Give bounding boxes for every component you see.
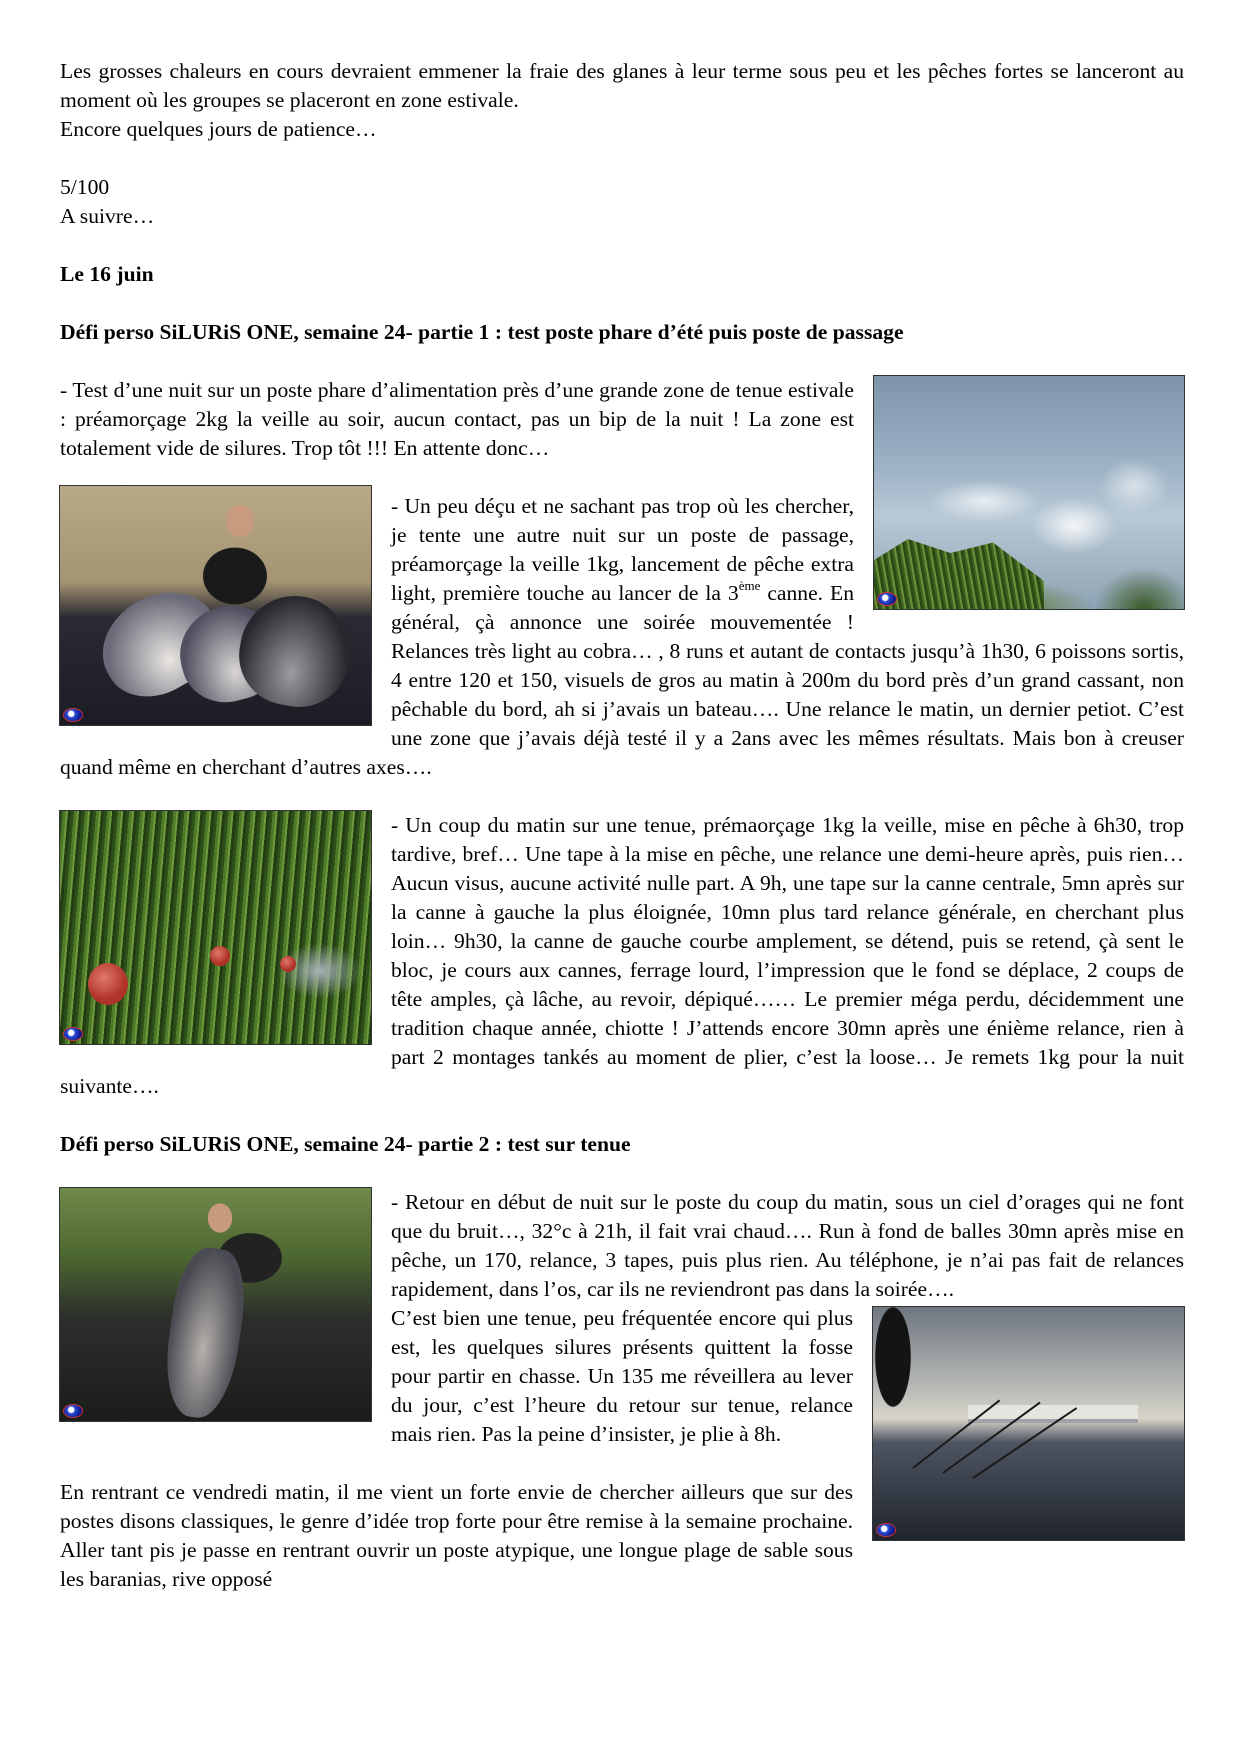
paragraph-passage-text-b: canne. En général, çà annonce une soirée mouvementée ! Relances très light au cobra… , 8 runs et autant de contacts jusqu’à 1h30, 6 poissons sortis, 4 entre 120 et 150, visuels de gros au matin à 200m du bord près d’un grand cassant, non pêchable du bord, ah si j’avais un bateau…. Une relance le matin, un dernier petiot. C’est une zone que j’avais déjà testé il y a 2ans avec les mêmes résultats. Mais bon à creuser quand même en cherchant d’autres axes…. <box>60 581 1184 779</box>
intro-paragraph: Les grosses chaleurs en cours devraient emmener la fraie des glanes à leur terme sous peu et les pêches fortes se lanceront au moment où les groupes se placeront en zone estivale. <box>60 59 1184 112</box>
lake-photo <box>874 376 1184 609</box>
sunset-rods-photo <box>873 1307 1184 1540</box>
angler-catfish-photo <box>60 486 371 725</box>
watermark-logo-icon <box>63 708 83 722</box>
paragraph-holding-area: C’est bien une tenue, peu fréquentée encore qui plus est, les quelques silures présents quittent la fosse pour partir en chasse. Un 135 me réveillera au lever du jour, c’est l’heure du retour sur tenue, relance mais rien. Pas la peine d’insister, je plie à 8h. <box>391 1306 853 1446</box>
grass-rods-photo <box>60 811 371 1044</box>
section-1-title: Défi perso SiLURiS ONE, semaine 24- partie 1 : test poste phare d’été puis poste de passage <box>60 320 904 344</box>
paragraph-passage-text-a: - Un peu déçu et ne sachant pas trop où les chercher, je tente une autre nuit sur un poste de passage, préamorçage la veille 1kg, lancement de pêche extra light, première touche au lancer de la 3 <box>391 494 854 605</box>
paragraph-test-night: - Test d’une nuit sur un poste phare d’alimentation près d’une grande zone de tenue estivale : préamorçage 2kg la veille au soir, aucun contact, pas un bip de la nuit ! La zone est totalement vide de silures. Trop tôt !!! En attente donc… <box>60 378 854 460</box>
watermark-logo-icon <box>63 1404 83 1418</box>
to-follow-text: A suivre… <box>60 204 155 228</box>
intro-patience: Encore quelques jours de patience… <box>60 117 377 141</box>
paragraph-friday-morning: En rentrant ce vendredi matin, il me vient un forte envie de chercher ailleurs que sur des postes disons classiques, le genre d’idée trop forte pour être remise à la semaine prochaine. Aller tant pis je passe en rentrant ouvrir un poste atypique, une longue plage de sable sous les baranias, rive opposé <box>60 1480 853 1591</box>
watermark-logo-icon <box>877 592 897 606</box>
paragraph-morning-session: - Un coup du matin sur une tenue, prémaorçage 1kg la veille, mise en pêche à 6h30, trop tardive, bref… Une tape à la mise en pêche, une relance une demi-heure après, puis rien… Aucun visus, aucune activité nulle part. A 9h, une tape sur la canne centrale, 5mn après sur la canne à gauche la plus éloignée, 10mn plus tard relance générale, en cherchant plus loin… 9h30, la canne de gauche courbe amplement, se détend, puis se retend, çà sent le bloc, je cours aux cannes, ferrage lourd, l’impression que le fond se déplace, 2 coups de tête amples, çà lâche, au revoir, dépiqué…… Le premier méga perdu, décidemment une tradition chaque année, chiotte ! J’attends encore 30mn après une énième relance, rien à part 2 montages tankés au moment de plier, c’est la loose… Je remets 1kg pour la nuit suivante…. <box>60 813 1184 1098</box>
superscript-eme: ème <box>738 578 761 593</box>
watermark-logo-icon <box>876 1523 896 1537</box>
score-text: 5/100 <box>60 175 110 199</box>
watermark-logo-icon <box>63 1027 83 1041</box>
entry-date: Le 16 juin <box>60 262 154 286</box>
angler-catfish-water-photo <box>60 1188 371 1421</box>
page-content <box>60 57 1184 1594</box>
section-2-title: Défi perso SiLURiS ONE, semaine 24- partie 2 : test sur tenue <box>60 1132 631 1156</box>
paragraph-night-return: - Retour en début de nuit sur le poste du coup du matin, sous un ciel d’orages qui ne font que du bruit…, 32°c à 21h, il fait vrai chaud…. Run à fond de balles 30mn après mise en pêche, un 170, relance, 3 tapes, puis plus rien. Au téléphone, je n’ai pas fait de relances rapidement, dans l’os, car ils ne reviendront pas dans la soirée…. <box>391 1190 1184 1301</box>
